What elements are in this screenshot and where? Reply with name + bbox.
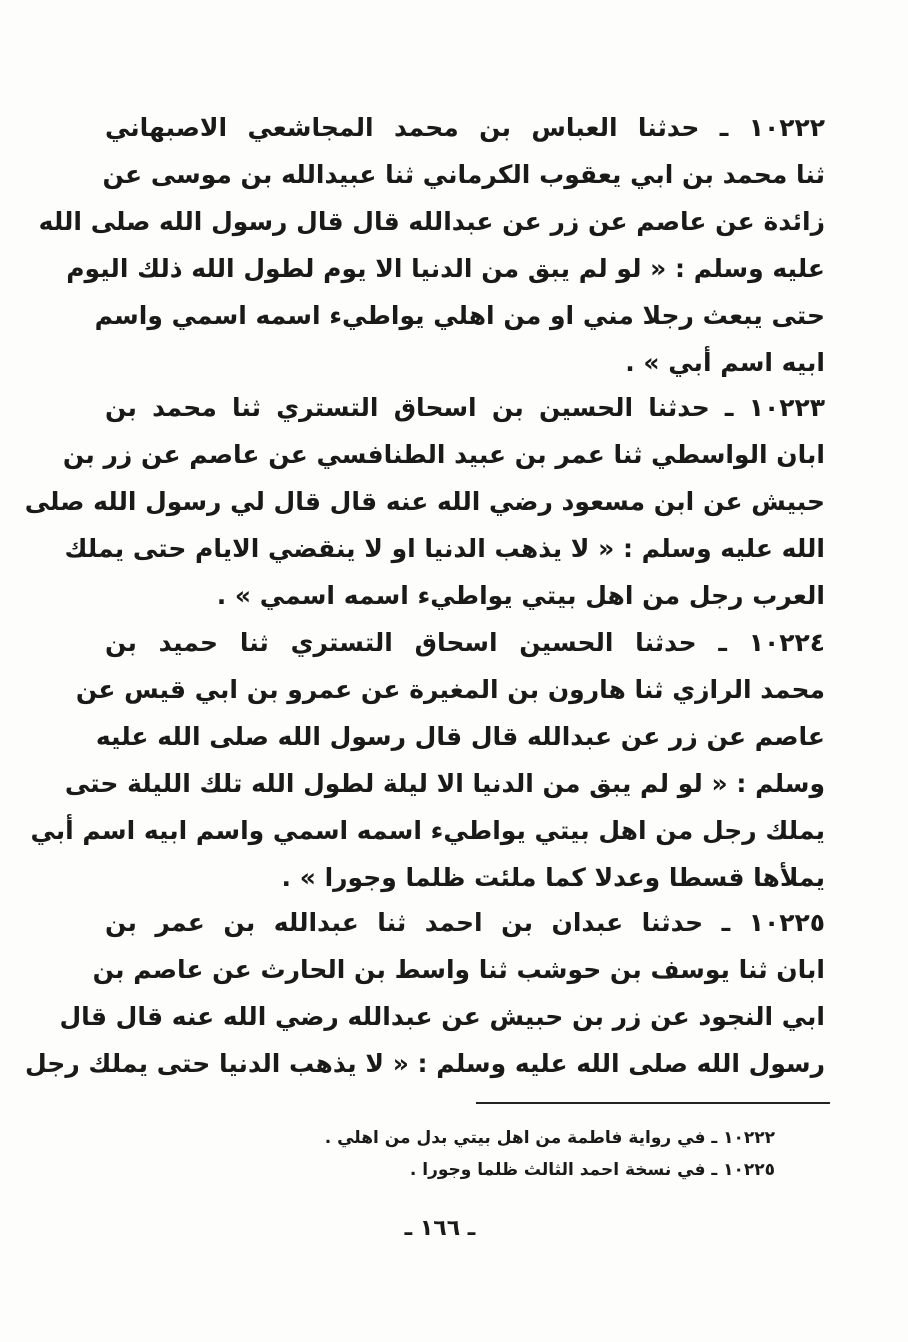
text-line: حتى يبعث رجلا مني او من اهلي يواطيء اسمه اسمي واسم xyxy=(94,301,825,330)
text-line: ابيه اسم أبي » . xyxy=(625,348,825,377)
text-line: عليه وسلم : « لو لم يبق من الدنيا الا يوم لطول الله ذلك اليوم xyxy=(66,254,825,283)
hadith-10223 xyxy=(24,384,825,619)
text-line: رسول الله صلى الله عليه وسلم : « لا يذهب الدنيا حتى يملك رجل xyxy=(24,1049,825,1078)
hadith-10224 xyxy=(30,619,825,901)
text-line: يملأها قسطا وعدلا كما ملئت ظلما وجورا » . xyxy=(281,863,825,892)
text-line: ١٠٢٢٤ ـ حدثنا الحسين اسحاق التستري ثنا حميد بن xyxy=(105,628,825,657)
text-line: ثنا محمد بن ابي يعقوب الكرماني ثنا عبيدالله بن موسى عن xyxy=(102,160,825,189)
text-line: ١٠٢٢٢ ـ حدثنا العباس بن محمد المجاشعي الاصبهاني xyxy=(105,113,825,142)
text-line: حبيش عن ابن مسعود رضي الله عنه قال قال لي رسول الله صلى xyxy=(24,487,825,516)
text-line: يملك رجل من اهل بيتي يواطيء اسمه اسمي واسم ابيه اسم أبي xyxy=(30,816,825,845)
text-line: ابي النجود عن زر بن حبيش عن عبدالله رضي الله عنه قال قال xyxy=(59,1002,825,1031)
text-line: محمد الرازي ثنا هارون بن المغيرة عن عمرو بن ابي قيس عن xyxy=(75,675,825,704)
text-line: العرب رجل من اهل بيتي يواطيء اسمه اسمي » . xyxy=(216,581,825,610)
text-line: زائدة عن عاصم عن زر عن عبدالله قال قال رسول الله صلى الله xyxy=(38,207,825,236)
text-line: وسلم : « لو لم يبق من الدنيا الا ليلة لطول الله تلك الليلة حتى xyxy=(64,769,825,798)
text-line: ابان ثنا يوسف بن حوشب ثنا واسط بن الحارث عن عاصم بن xyxy=(92,955,825,984)
hadith-10225 xyxy=(24,899,825,1087)
text-line: عاصم عن زر عن عبدالله قال قال رسول الله صلى الله عليه xyxy=(95,722,825,751)
hadith-10222 xyxy=(38,104,825,386)
text-line: ١٠٢٢٣ ـ حدثنا الحسين بن اسحاق التستري ثنا محمد بن xyxy=(105,393,825,422)
footnote: ١٠٢٢٢ ـ في رواية فاطمة من اهل بيتي بدل من اهلي . xyxy=(324,1128,775,1148)
page-number: ـ ١٦٦ ـ xyxy=(404,1216,476,1241)
text-line: ١٠٢٢٥ ـ حدثنا عبدان بن احمد ثنا عبدالله بن عمر بن xyxy=(105,908,825,937)
footnote-separator xyxy=(476,1102,830,1104)
footnote: ١٠٢٢٥ ـ في نسخة احمد الثالث ظلما وجورا . xyxy=(409,1160,775,1180)
footnotes xyxy=(200,1122,775,1186)
text-line: الله عليه وسلم : « لا يذهب الدنيا او لا ينقضي الايام حتى يملك xyxy=(64,534,825,563)
text-line: ابان الواسطي ثنا عمر بن عبيد الطنافسي عن عاصم عن زر بن xyxy=(62,440,825,469)
